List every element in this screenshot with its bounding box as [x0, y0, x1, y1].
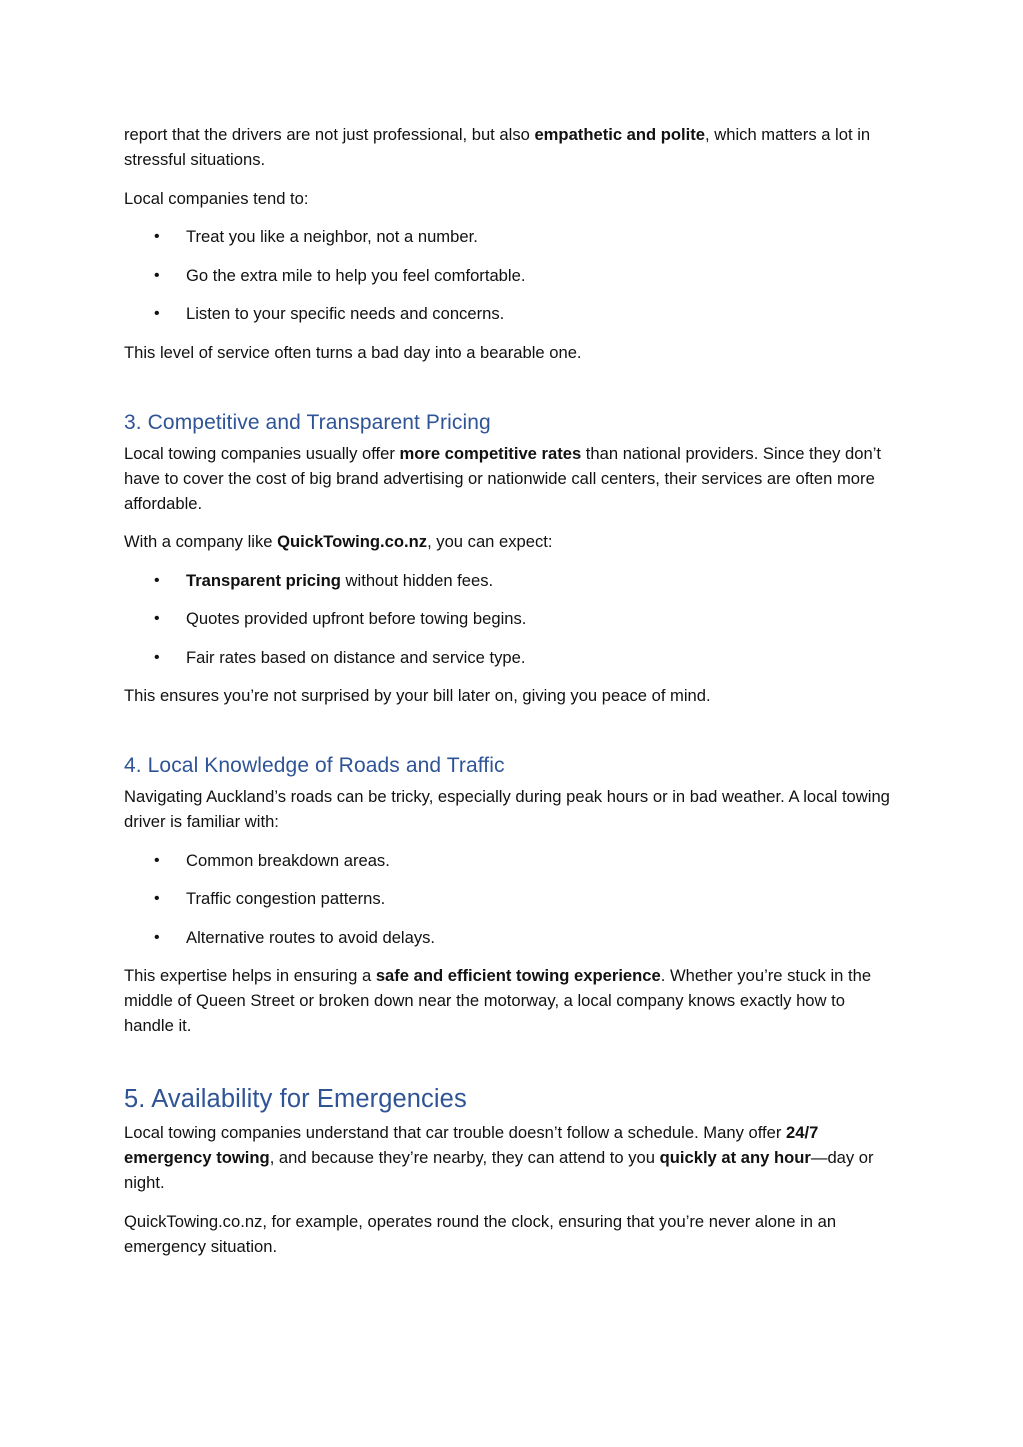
list-item — [124, 301, 899, 326]
list-item — [124, 263, 899, 288]
bold-text-run: empathetic and polite — [534, 125, 706, 144]
bullet-icon: • — [154, 928, 160, 946]
section-3-closing-paragraph: This ensures you’re not surprised by your bill later on, giving you peace of mind. — [124, 686, 711, 705]
bullet-icon: • — [154, 228, 160, 245]
text-run: , which matters a lot in stressful situations. — [124, 125, 871, 169]
section-3-paragraph — [124, 441, 899, 516]
section-5-heading: 5. Availability for Emergencies — [124, 1085, 467, 1113]
text-run: Local towing companies understand that car trouble doesn’t follow a schedule. Many offer — [124, 1123, 786, 1142]
text-run: With a company like — [124, 532, 278, 551]
section-4-paragraph: Navigating Auckland’s roads can be tricky, especially during peak hours or in bad weather. A local towing driver is familiar with: — [124, 787, 890, 831]
bullet-icon: • — [154, 571, 160, 589]
text-run: , and because they’re nearby, they can attend to you — [269, 1148, 660, 1167]
text-run: —day or night. — [124, 1148, 874, 1192]
intro-closing-paragraph: This level of service often turns a bad day into a bearable one. — [124, 342, 582, 362]
bullet-icon: • — [154, 610, 160, 627]
text-run: than national providers. Since they don’t have to cover the cost of big brand advertising or nationwide call centers, their services are often more affordable. — [124, 443, 881, 513]
bold-text-run: quickly at any hour — [659, 1148, 811, 1167]
section-4-heading: 4. Local Knowledge of Roads and Traffic — [124, 754, 505, 777]
list-item — [124, 224, 899, 249]
text-run: , you can expect: — [427, 532, 553, 551]
bold-text-run: more competitive rates — [399, 443, 582, 463]
section-5-closing-paragraph: QuickTowing.co.nz, for example, operates round the clock, ensuring that you’re never alone in an emergency situation. — [124, 1211, 837, 1256]
bullet-icon: • — [154, 266, 160, 284]
bullet-icon: • — [154, 851, 160, 869]
list-item-text: Quotes provided upfront before towing begins. — [186, 609, 527, 628]
text-run: report that the drivers are not just professional, but also — [124, 125, 535, 144]
bold-text-run: Transparent pricing — [186, 570, 341, 590]
text-run: Local towing companies usually offer — [124, 443, 400, 463]
list-item-text: Go the extra mile to help you feel comfortable. — [186, 265, 526, 285]
document-page — [124, 122, 899, 1272]
section-3-lead-paragraph — [124, 529, 899, 554]
list-item-text: Treat you like a neighbor, not a number. — [186, 227, 478, 246]
list-item — [124, 568, 899, 593]
bullet-icon: • — [154, 305, 160, 322]
section-3-list — [124, 568, 899, 670]
text-run: . Whether you’re stuck in the middle of Queen Street or broken down near the motorway, a local company knows exactly how to handle it. — [124, 966, 872, 1035]
section-4-list — [124, 848, 899, 950]
list-item — [124, 606, 899, 631]
bold-text-run: safe and efficient towing experience — [375, 966, 661, 985]
section-5-paragraph — [124, 1120, 899, 1195]
section-4-closing-paragraph — [124, 963, 899, 1038]
list-item — [124, 886, 899, 911]
list-item — [124, 645, 899, 670]
bullet-icon: • — [154, 648, 160, 666]
intro-paragraph — [124, 122, 899, 172]
list-item-text: Alternative routes to avoid delays. — [186, 927, 436, 947]
list-item-text: Fair rates based on distance and service type. — [186, 647, 526, 667]
bold-text-run: 24/7 emergency towing — [124, 1123, 819, 1167]
intro-list — [124, 224, 899, 326]
list-item — [124, 848, 899, 873]
list-item-text: Listen to your specific needs and concerns. — [186, 304, 505, 323]
list-item-text: Common breakdown areas. — [186, 850, 390, 870]
list-item — [124, 925, 899, 950]
section-3-heading: 3. Competitive and Transparent Pricing — [124, 410, 491, 434]
text-run: This expertise helps in ensuring a — [124, 966, 376, 985]
intro-lead-paragraph: Local companies tend to: — [124, 188, 309, 208]
list-item-text: Traffic congestion patterns. — [186, 889, 386, 908]
bullet-icon: • — [154, 890, 160, 907]
bold-text-run: QuickTowing.co.nz — [277, 532, 428, 551]
list-item-text: without hidden fees. — [340, 570, 494, 590]
